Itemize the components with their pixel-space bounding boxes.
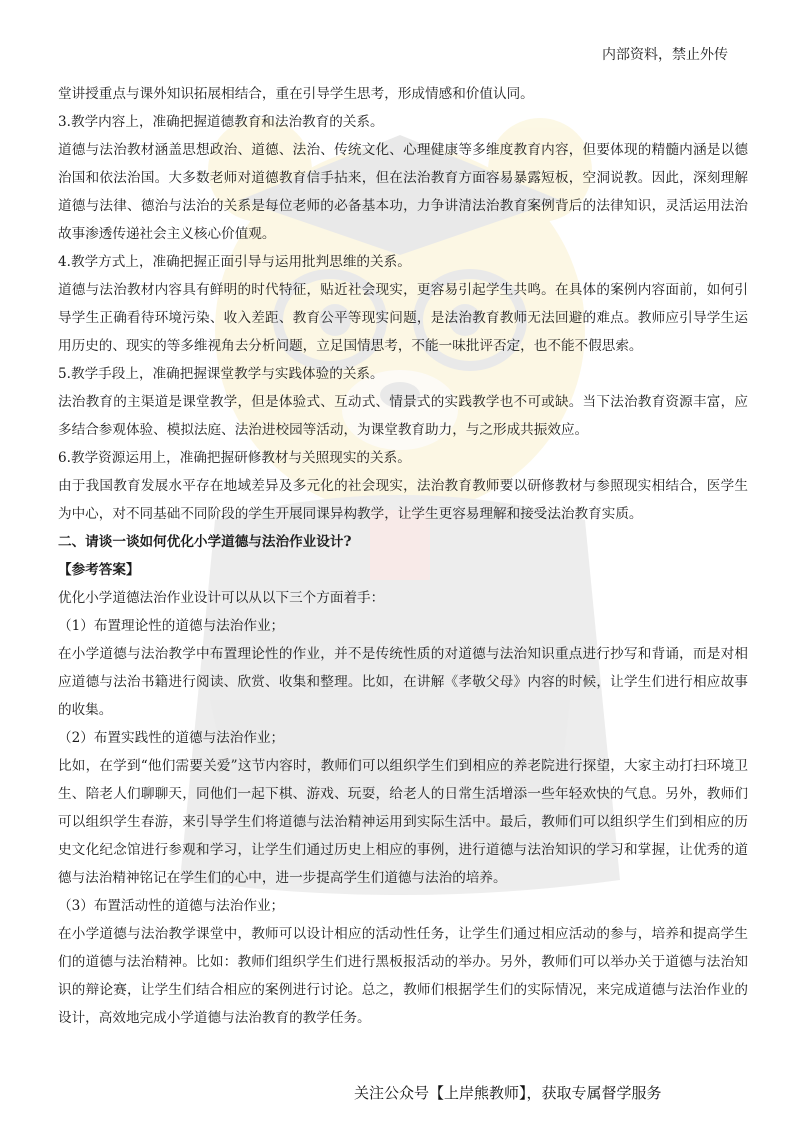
- subheading-theory: （1）布置理论性的道德与法治作业；: [58, 618, 285, 634]
- internal-notice: 内部资料，禁止外传: [602, 47, 728, 63]
- subheading-activity: （3）布置活动性的道德与法治作业；: [58, 898, 285, 914]
- heading-point-5: 5.教学手段上，准确把握课堂教学与实践体验的关系。: [58, 366, 384, 382]
- answer-label: 【参考答案】: [58, 562, 140, 578]
- heading-point-4: 4.教学方式上，准确把握正面引导与运用批判思维的关系。: [58, 254, 411, 270]
- paragraph-practice: 比如，在学到“他们需要关爱”这节内容时，教师们可以组织学生们到相应的养老院进行探望，大家主动打扫环境卫生、陪老人们聊聊天，同他们一起下棋、游戏、玩耍，给老人的日常生活增添一些年轻欢快的气息。另外，教师们可以组织学生春游，来引导学生们将道德与法治精神运用到实际生活中。最后，教师们可以组织学生们到相应的历史文化纪念馆进行参观和学习，让学生们通过历史上相应的事例，进行道德与法治知识的学习和掌握，让优秀的道德与法治精神铭记在学生们的心中，进一步提高学生们道德与法治的培养。: [58, 758, 748, 886]
- paragraph-theory: 在小学道德与法治教学中布置理论性的作业，并不是传统性质的对道德与法治知识重点进行抄写和背诵，而是对相应道德与法治书籍进行阅读、欣赏、收集和整理。比如，在讲解《孝敬父母》内容的时候，让学生们进行相应故事的收集。: [58, 646, 748, 718]
- paragraph-point-6: 由于我国教育发展水平存在地域差异及多元化的社会现实，法治教育教师要以研修教材与参照现实相结合，医学生为中心，对不同基础不同阶段的学生开展同课异构教学，让学生更容易理解和接受法治教育实质。: [58, 478, 748, 522]
- paragraph-point-3: 道德与法治教材涵盖思想政治、道德、法治、传统文化、心理健康等多维度教育内容，但要体现的精髓内涵是以德治国和依法治国。大多数老师对道德教育信手拈来，但在法治教育方面容易暴露短板，空洞说教。因此，深刻理解道德与法律、德治与法治的关系是每位老师的必备基本功，力争讲清法治教育案例背后的法律知识，灵活运用法治故事渗透传递社会主义核心价值观。: [58, 142, 748, 242]
- heading-point-6: 6.教学资源运用上，准确把握研修教材与关照现实的关系。: [58, 450, 411, 466]
- subheading-practice: （2）布置实践性的道德与法治作业；: [58, 730, 285, 746]
- paragraph-intro-continuation: 堂讲授重点与课外知识拓展相结合，重在引导学生思考，形成情感和价值认同。: [58, 86, 534, 102]
- paragraph-point-4: 道德与法治教材内容具有鲜明的时代特征，贴近社会现实，更容易引起学生共鸣。在具体的案例内容面前，如何引导学生正确看待环境污染、收入差距、教育公平等现实问题，是法治教育教师无法回避的难点。教师应引导学生运用历史的、现实的等多维视角去分析问题，立足国情思考，不能一味批评否定，也不能不假思索。: [58, 282, 748, 354]
- paragraph-point-5: 法治教育的主渠道是课堂教学，但是体验式、互动式、情景式的实践教学也不可或缺。当下法治教育资源丰富，应多结合参观体验、模拟法庭、法治进校园等活动，为课堂教育助力，与之形成共振效应。: [58, 394, 748, 438]
- answer-intro: 优化小学道德法治作业设计可以从以下三个方面着手：: [58, 590, 385, 606]
- footer-promo: 关注公众号【上岸熊教师】，获取专属督学服务: [354, 1084, 662, 1102]
- heading-point-3: 3.教学内容上，准确把握道德教育和法治教育的关系。: [58, 114, 384, 130]
- question-heading: 二、请谈一谈如何优化小学道德与法治作业设计?: [58, 534, 352, 550]
- paragraph-activity: 在小学道德与法治教学课堂中，教师可以设计相应的活动性任务，让学生们通过相应活动的参与，培养和提高学生们的道德与法治精神。比如：教师们组织学生们进行黑板报活动的举办。另外，教师们可以举办关于道德与法治知识的辩论赛，让学生们结合相应的案例进行讨论。总之，教师们根据学生们的实际情况，来完成道德与法治作业的设计，高效地完成小学道德与法治教育的教学任务。: [58, 926, 748, 1026]
- document-body: [58, 80, 748, 1032]
